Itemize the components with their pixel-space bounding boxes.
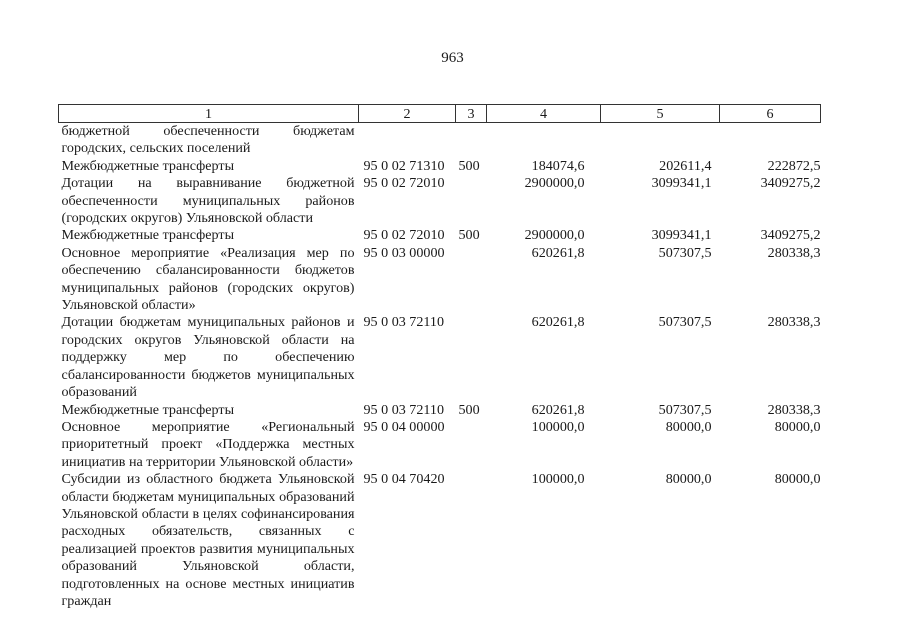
expense-type-code [456, 419, 487, 471]
expense-type-code [456, 123, 487, 158]
amount-year-3: 3409275,2 [760, 175, 821, 192]
amount-year-2 [601, 123, 720, 158]
column-header-6: 6 [720, 105, 821, 123]
item-name: Основное мероприятие «Реализация мер по обеспечению сбалансированности бюджетов муниципальных районов (городских округов) Ульяновской области» [61, 244, 355, 314]
amount-year-3: 80000,0 [774, 471, 821, 488]
amount-year-3: 80000,0 [774, 418, 821, 435]
amount-year-2: 80000,0 [665, 418, 712, 435]
amount-year-1: 620261,8 [531, 314, 585, 331]
item-name: Межбюджетные трансферты [61, 157, 235, 174]
amount-year-2: 507307,5 [658, 401, 712, 418]
expense-type-code [456, 471, 487, 610]
expense-type-code [456, 175, 487, 227]
amount-year-3: 3409275,2 [760, 227, 821, 244]
amount-year-2: 202611,4 [659, 157, 712, 174]
target-article-code: 95 0 02 72010 [363, 175, 445, 192]
header-row [59, 105, 821, 123]
item-name: Дотации бюджетам муниципальных районов и городских округов Ульяновской области на поддержку мер по обеспечению сбалансированности бюджетов муниципальных образований [61, 314, 355, 401]
item-name: Межбюджетные трансферты [61, 401, 235, 418]
amount-year-2: 3099341,1 [651, 175, 712, 192]
target-article-code [359, 123, 456, 158]
item-name: Дотации на выравнивание бюджетной обеспеченности муниципальных районов (городских округов) Ульяновской области [61, 175, 355, 227]
amount-year-1: 620261,8 [531, 244, 585, 261]
item-name: бюджетной обеспеченности бюджетам городских, сельских поселений [61, 123, 355, 157]
amount-year-2: 80000,0 [665, 471, 712, 488]
table-row [59, 402, 821, 419]
amount-year-1: 2900000,0 [524, 227, 585, 244]
target-article-code: 95 0 02 72010 [363, 227, 445, 244]
amount-year-2: 507307,5 [658, 314, 712, 331]
table-row [59, 175, 821, 227]
amount-year-1: 620261,8 [531, 401, 585, 418]
column-header-4: 4 [487, 105, 601, 123]
page-number: 963 [441, 50, 464, 66]
amount-year-1: 100000,0 [531, 471, 585, 488]
amount-year-2: 3099341,1 [651, 227, 712, 244]
column-header-3: 3 [456, 105, 487, 123]
expense-type-code: 500 [458, 401, 480, 418]
table-row [59, 227, 821, 244]
table-row [59, 123, 821, 158]
amount-year-1 [487, 123, 601, 158]
amount-year-1: 100000,0 [531, 418, 585, 435]
table-row [59, 158, 821, 175]
expense-type-code: 500 [458, 227, 480, 244]
amount-year-1: 184074,6 [531, 157, 585, 174]
table-row [59, 471, 821, 610]
amount-year-1: 2900000,0 [524, 175, 585, 192]
expense-type-code [456, 245, 487, 315]
target-article-code: 95 0 03 72110 [363, 401, 445, 418]
amount-year-3 [720, 123, 821, 158]
table-row [59, 419, 821, 471]
amount-year-3: 280338,3 [767, 401, 821, 418]
target-article-code: 95 0 02 71310 [363, 157, 445, 174]
item-name: Межбюджетные трансферты [61, 227, 235, 244]
expense-type-code [456, 314, 487, 401]
amount-year-2: 507307,5 [658, 244, 712, 261]
expense-type-code: 500 [458, 157, 480, 174]
amount-year-3: 280338,3 [767, 314, 821, 331]
column-header-1: 1 [59, 105, 359, 123]
item-name: Субсидии из областного бюджета Ульяновской области бюджетам муниципальных образований Ульяновской области в целях софинансирования расходных обязательств, связанных с реализацией проектов развития муниципальных образований Ульяновской области, подготовленных на основе местных инициатив граждан [61, 471, 355, 609]
target-article-code: 95 0 03 00000 [363, 244, 445, 261]
amount-year-3: 222872,5 [767, 157, 821, 174]
target-article-code: 95 0 04 70420 [363, 471, 445, 488]
column-header-2: 2 [359, 105, 456, 123]
target-article-code: 95 0 04 00000 [363, 418, 445, 435]
table-body [59, 123, 821, 611]
amount-year-3: 280338,3 [767, 244, 821, 261]
table-row [59, 314, 821, 401]
column-header-5: 5 [601, 105, 720, 123]
budget-table [58, 104, 821, 610]
table-row [59, 245, 821, 315]
target-article-code: 95 0 03 72110 [363, 314, 445, 331]
item-name: Основное мероприятие «Региональный приоритетный проект «Поддержка местных инициатив на территории Ульяновской области» [61, 418, 355, 470]
